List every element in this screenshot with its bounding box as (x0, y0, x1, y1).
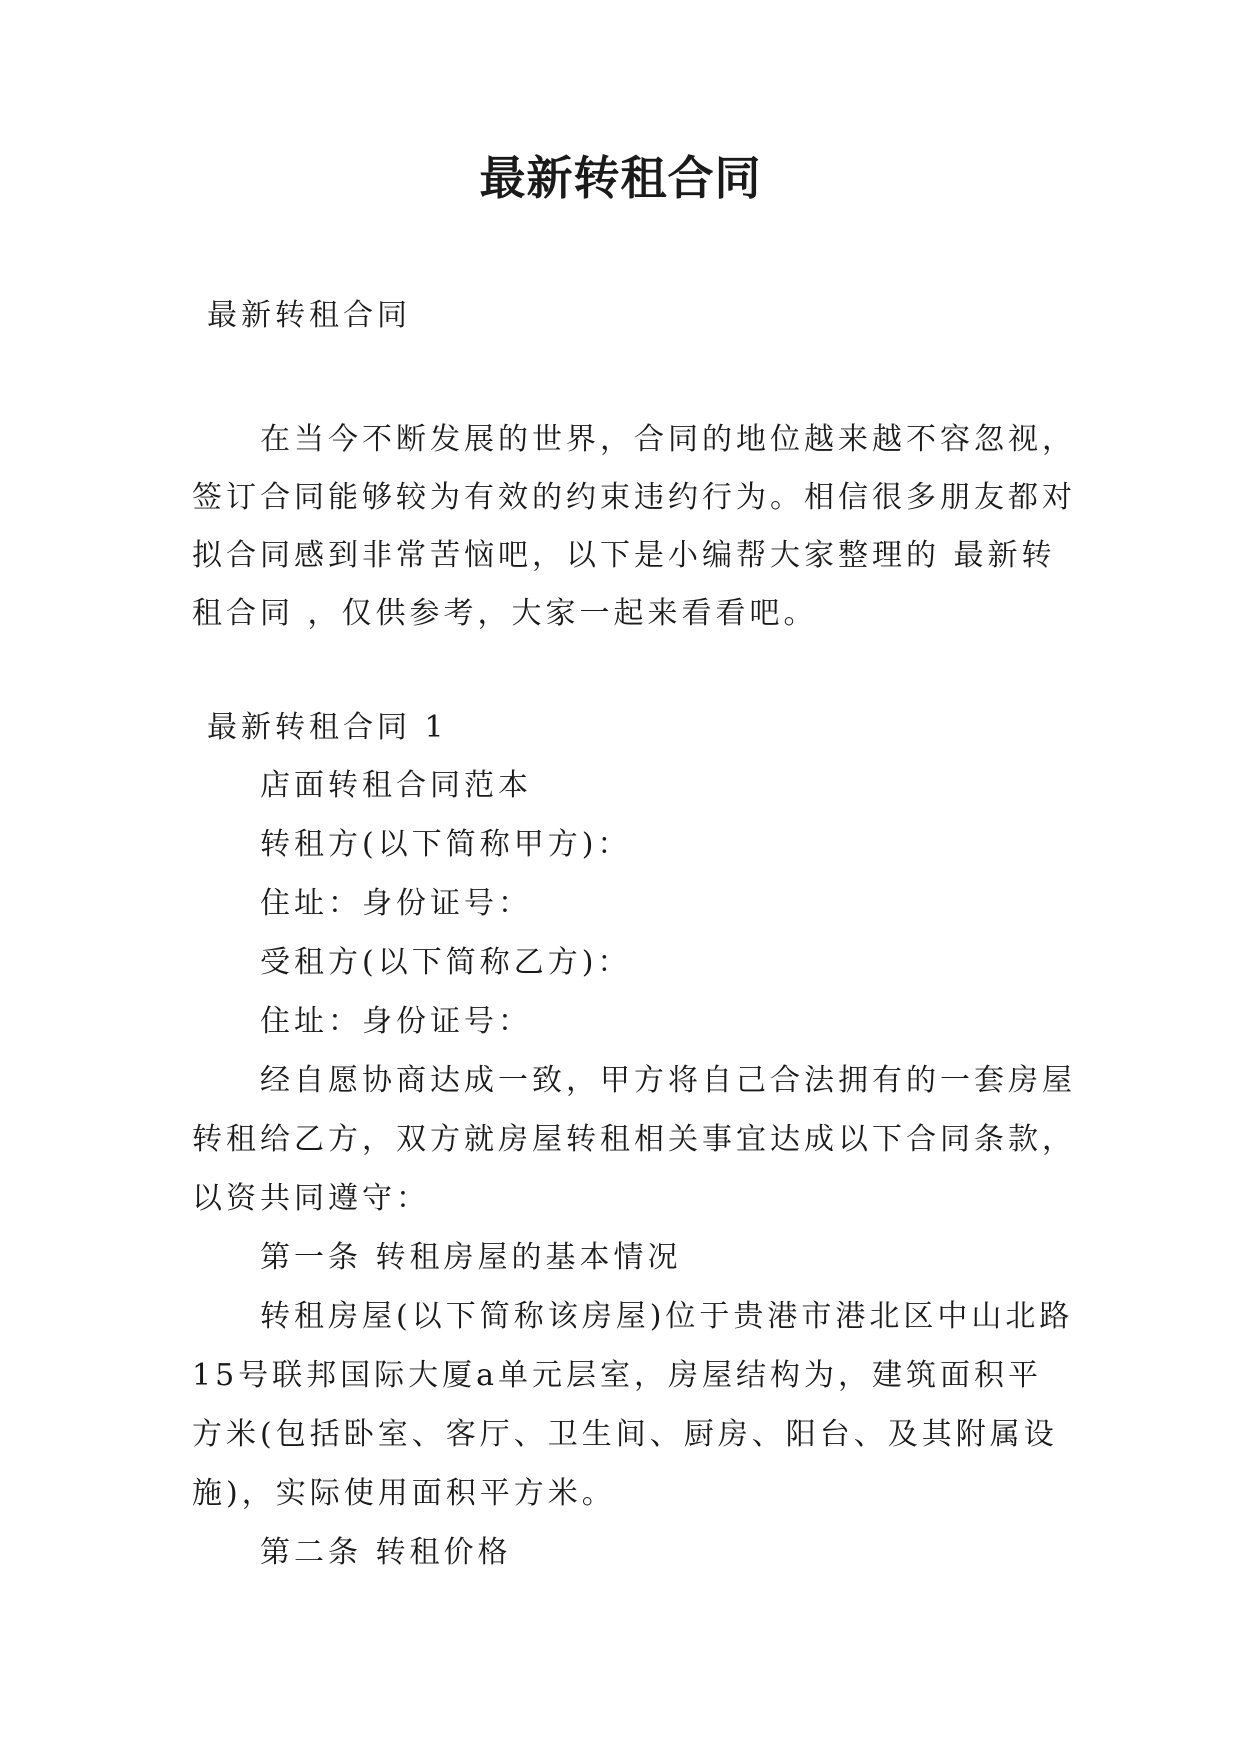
section-title: 最新转租合同 1 (207, 710, 448, 745)
intro-text: 在当今不断发展的世界，合同的地位越来越不容忽视，签订合同能够较为有效的约束违约行为。相信很多朋友都对拟合同感到非常苦恼吧，以下是小编帮大家整理的 最新转租合同 ，仅供参考，大家一起来看看吧。 (192, 422, 1076, 631)
paragraph: 住址：身份证号： (260, 1004, 532, 1039)
document-subtitle: 最新转租合同 (207, 298, 411, 333)
contract-body (192, 756, 1076, 1582)
paragraph: 店面转租合同范本 (260, 768, 532, 803)
paragraph: 受租方(以下简称乙方)： (260, 945, 632, 980)
paragraph: 经自愿协商达成一致，甲方将自己合法拥有的一套房屋转租给乙方，双方就房屋转租相关事宜达成以下合同条款，以资共同遵守： (192, 1063, 1076, 1216)
paragraph: 第二条 转租价格 (260, 1535, 512, 1570)
paragraph: 转租方(以下简称甲方)： (260, 827, 632, 862)
intro-paragraph (192, 411, 1076, 643)
document-title: 最新转租合同 (479, 151, 762, 205)
paragraph: 转租房屋(以下简称该房屋)位于贵港市港北区中山北路15号联邦国际大厦a单元层室，房屋结构为，建筑面积平方米(包括卧室、客厅、卫生间、厨房、阳台、及其附属设施)，实际使用面积平方米。 (192, 1299, 1074, 1511)
paragraph: 住址：身份证号： (260, 886, 532, 921)
paragraph: 第一条 转租房屋的基本情况 (260, 1240, 682, 1275)
